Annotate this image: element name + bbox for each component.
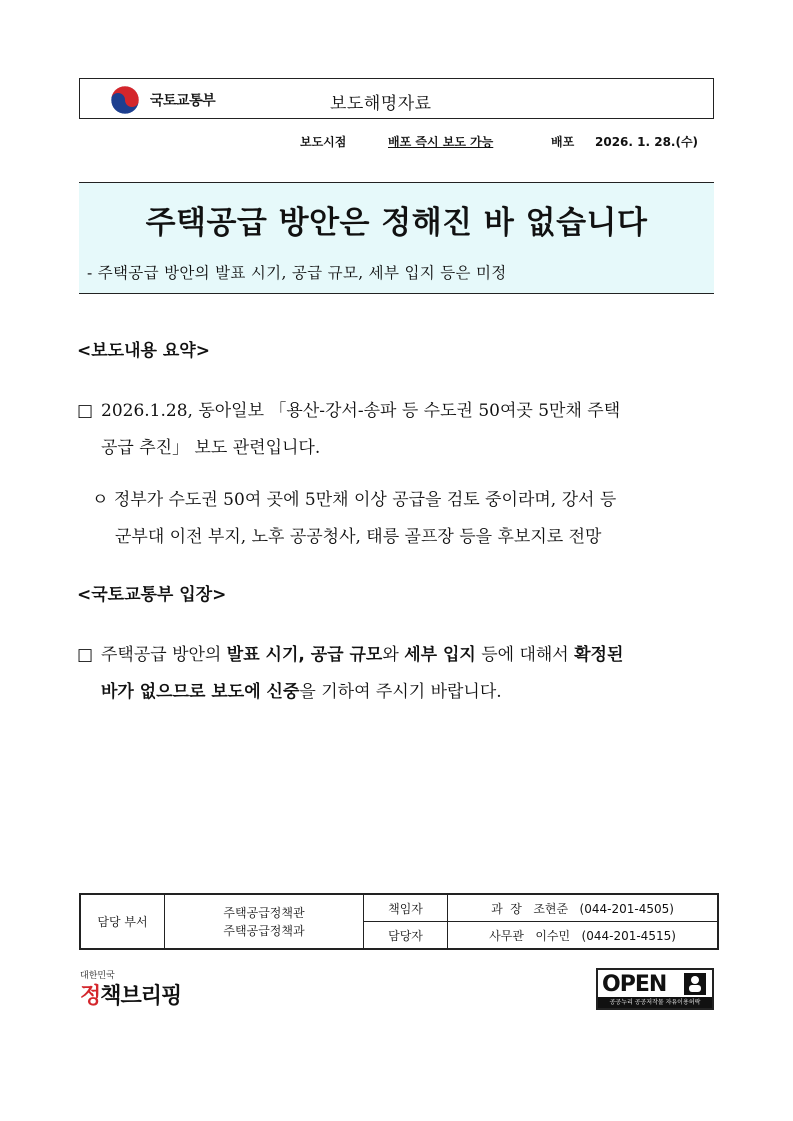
contact-info: 사무관 이수민 (044-201-4515) [448,922,719,950]
sub-title: - 주택공급 방안의 발표 시기, 공급 규모, 세부 입지 등은 미정 [87,264,507,282]
dept-label: 담당 부서 [80,894,165,949]
summary-bullet [92,482,722,556]
open-license-bar: 공공누리 공공저작물 자유이용허락 [598,997,712,1008]
release-time-label: 보도시점 [300,135,347,149]
checkbox-mark: □ [77,401,94,421]
dept-line1: 주택공급정책관 [223,905,305,920]
summary-bullet-line1: 정부가 수도권 50여 곳에 5만채 이상 공급을 검토 중이라며, 강서 등 [113,490,617,510]
role-responsible: 책임자 [364,894,448,922]
policy-briefing-logo [80,968,181,1010]
open-text: OPEN [602,972,667,997]
release-time-value: 배포 즉시 보도 가능 [388,135,494,149]
open-license-badge [596,968,714,1010]
briefing-text: 책브리핑 [100,984,182,1009]
position-seg6: 확정된 [574,645,624,665]
summary-bullet-line2: 군부대 이전 부지, 노후 공공청사, 태릉 골프장 등을 후보지로 전망 [115,527,602,547]
ministry-logo-icon [110,85,140,115]
ministry-name: 국토교통부 [150,93,216,109]
dept-line2: 주택공급정책과 [223,923,305,938]
responsible-info: 과 장 조현준 (044-201-4505) [448,894,719,922]
summary-heading: <보도내용 요약> [77,341,210,361]
position-seg7: 바가 없으므로 보도에 신중 [101,682,300,702]
summary-para-line2: 공급 추진」 보도 관련입니다. [101,438,321,458]
checkbox-mark: □ [77,645,94,665]
title-box [79,182,714,294]
distribution-date: 2026. 1. 28.(수) [595,135,699,149]
position-seg3: 와 [382,645,405,665]
position-paragraph [77,637,722,711]
position-seg2: 발표 시기, 공급 규모 [226,645,383,665]
summary-paragraph [77,393,722,467]
position-seg4: 세부 입지 [404,645,476,665]
briefing-accent: 정 [80,984,101,1009]
main-title: 주택공급 방안은 정해진 바 없습니다 [145,205,648,241]
position-seg8: 을 기하여 주시기 바랍니다. [299,682,502,702]
briefing-small-text: 대한민국 [80,971,115,981]
role-contact: 담당자 [364,922,448,950]
person-icon [684,973,706,995]
document-type: 보도해명자료 [330,94,432,114]
position-seg5: 등에 대해서 [475,645,575,665]
position-seg1: 주택공급 방안의 [101,645,227,665]
contact-table [79,893,719,950]
position-heading: <국토교통부 입장> [77,585,227,605]
distribution-label: 배포 [551,135,575,149]
header-box [79,78,714,119]
dept-names [165,894,364,949]
bullet-mark: ㅇ [92,490,109,510]
summary-para-line1: 2026.1.28, 동아일보 「용산-강서-송파 등 수도권 50여곳 5만채 주택 [101,401,621,421]
